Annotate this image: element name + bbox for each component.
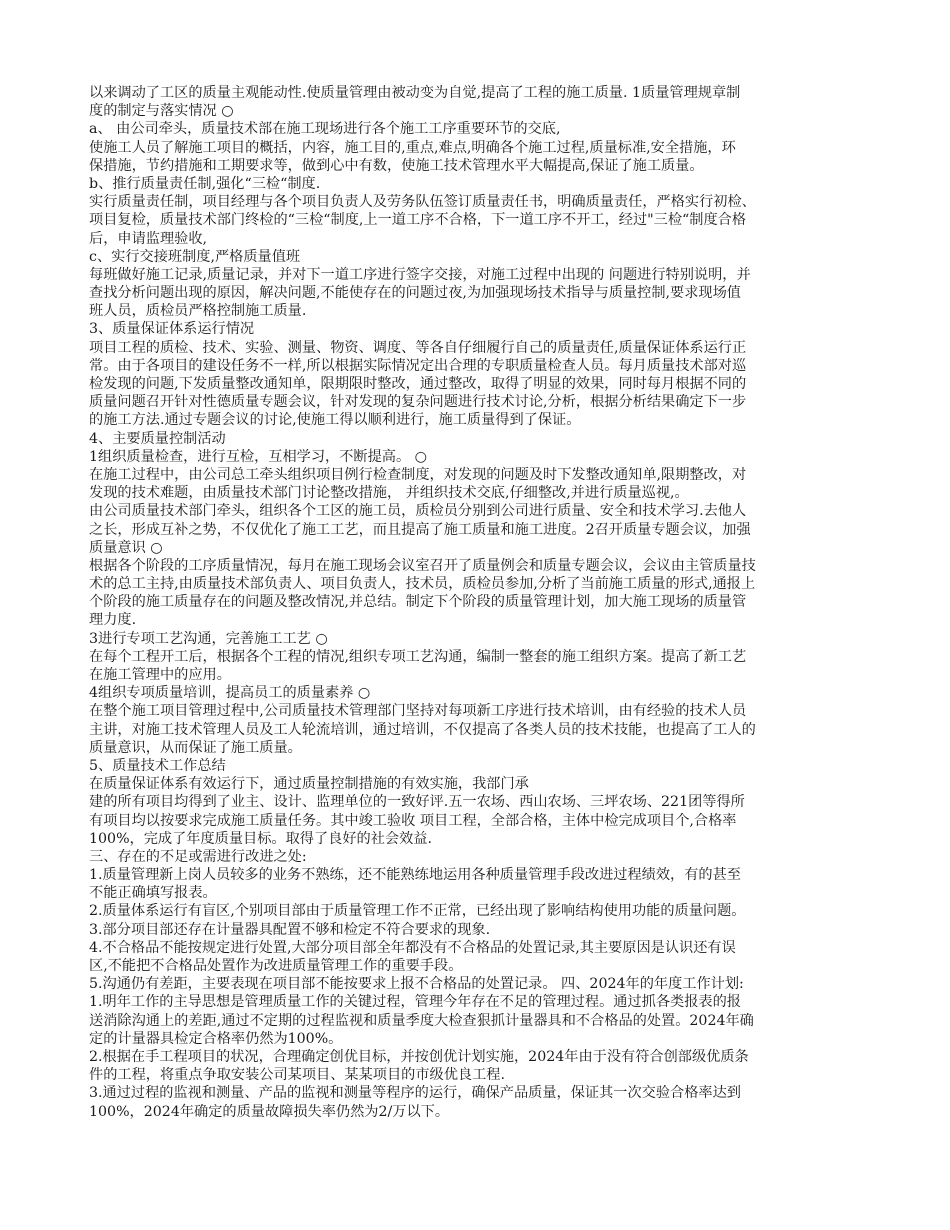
text-line: 度的制定与落实情况 ○ [89,103,234,120]
text-line: 理力度. [89,612,137,629]
text-line: 1组织质量检查，进行互检，互相学习，不断提高。 ○ [89,448,428,465]
text-line: 质量意识 ○ [89,539,163,556]
text-line: 3、质量保证体系运行情况 [89,321,255,338]
text-line: 建的所有项目均得到了业主、设计、监理单位的一致好评.五一农场、西山农场、三坪农场、221团等得所 [89,794,745,811]
text-line: 术的总工主持,由质量技术部负责人、项目负责人，技术员，质检员参加,分析了当前施工质量的形式,通报上 [89,576,756,593]
text-line: 实行质量责任制，项目经理与各个项目负责人及劳务队伍签订质量责任书，明确质量责任，严格实行初检、 [89,194,756,211]
text-line: 4、主要质量控制活动 [89,430,226,447]
text-line: 每班做好施工记录,质量记录，并对下一道工序进行签字交接，对施工过程中出现的 问题进行特别说明，并 [89,266,751,283]
text-line: 质量意识，从而保证了施工质量。 [89,739,302,756]
text-line: 之长，形成互补之势，不仅优化了施工工艺，而且提高了施工质量和施工进度。2召开质量专题会议，加强 [89,521,751,538]
text-line: 使施工人员了解施工项目的概括，内容，施工目的,重点,难点,明确各个施工过程,质量标准,安全措施，环 [89,139,736,156]
text-line: 主讲，对施工技术管理人员及工人轮流培训，通过培训，不仅提高了各类人员的技术技能，也提高了工人的 [89,721,756,738]
text-line: 班人员，质检员严格控制施工质量. [89,303,307,320]
text-line: 在整个施工项目管理过程中,公司质量技术管理部门坚持对每项新工序进行技术培训，由有经验的技术人员 [89,703,747,720]
text-line: 1.明年工作的主导思想是管理质量工作的关键过程，管理今年存在不足的管理过程。通过抓各类报表的报 [89,994,741,1011]
text-line: 在施工过程中，由公司总工牵头组织项目例行检查制度，对发现的问题及时下发整改通知单,限期整改，对 [89,466,747,483]
text-line: 项目复检，质量技术部门终检的“三检“制度,上一道工序不合格，下一道工序不开工，经过"三检“制度合格 [89,212,747,229]
text-line: 100%，2024年确定的质量故障损失率仍然为2/万以下。 [89,1103,450,1120]
text-line: 4组织专项质量培训，提高员工的质量素养 ○ [89,685,371,702]
text-line: a、 由公司牵头，质量技术部在施工现场进行各个施工工序重要环节的交底, [89,121,561,138]
text-line: 在质量保证体系有效运行下，通过质量控制措施的有效实施，我部门承 [89,776,529,793]
text-line: 在每个工程开工后，根据各个工程的情况,组织专项工艺沟通，编制一整套的施工组织方案。提高了新工艺 [89,648,747,665]
text-line: 2.根据在手工程项目的状况，合理确定创优目标，并按创优计划实施，2024年由于没有符合创部级优质条 [89,1048,749,1065]
text-line: 4.不合格品不能按规定进行处置,大部分项目部全年都没有不合格品的处置记录,其主要原因是认识还有误 [89,939,736,956]
text-line: 3.部分项目部还存在计量器具配置不够和检定不符合要求的现象. [89,921,491,938]
text-line: 查找分析问题出现的原因，解决问题,不能使存在的问题过夜,为加强现场技术指导与质量控制,要求现场值 [89,285,741,302]
text-line: 5、质量技术工作总结 [89,757,226,774]
text-line: 在施工管理中的应用。 [89,667,231,683]
text-line: 的施工方法.通过专题会议的讨论,使施工得以顺利进行，施工质量得到了保证。 [89,412,581,429]
text-line: 后，申请监理验收, [89,230,208,247]
text-line: 100%，完成了年度质量目标。取得了良好的社会效益. [89,830,433,847]
text-line: 根据各个阶段的工序质量情况，每月在施工现场会议室召开了质量例会和质量专题会议，会议由主管质量技 [89,557,756,574]
text-line: c、实行交接班制度,严格质量值班 [89,248,301,265]
document-body [89,84,861,1121]
text-line: 2.质量体系运行有盲区,个别项目部由于质量管理工作不正常，已经出现了影响结构使用功能的质量问题。 [89,903,746,920]
text-line: 保措施，节约措施和工期要求等，做到心中有数，使施工技术管理水平大幅提高,保证了施工质量。 [89,157,704,174]
text-line: 送消除沟通上的差距,通过不定期的过程监视和质量季度大检查狠抓计量器具和不合格品的处置。2024年确 [89,1012,754,1029]
text-line: 1.质量管理新上岗人员较多的业务不熟练，还不能熟练地运用各种质量管理手段改进过程绩效，有的甚至 [89,867,741,884]
text-line: b、推行质量责任制,强化“三检“制度. [89,175,321,192]
text-line: 由公司质量技术部门牵头，组织各个工区的施工员，质检员分别到公司进行质量、安全和技术学习.去他人 [89,503,747,520]
text-line: 个阶段的施工质量存在的问题及整改情况,并总结。制定下个阶段的质量管理计划，加大施工现场的质量管 [89,594,747,611]
text-line: 有项目均以按要求完成施工质量任务。其中竣工验收 项目工程，全部合格，主体中检完成项目个,合格率 [89,812,737,829]
text-line: 不能正确填写报表。 [89,885,217,902]
text-line: 件的工程，将重点争取安装公司某项目、某某项目的市级优良工程. [89,1067,505,1084]
text-line: 3进行专项工艺沟通，完善施工工艺 ○ [89,630,328,647]
text-line: 检发现的问题,下发质量整改通知单，限期限时整改，通过整改，取得了明显的效果，同时每月根据不同的 [89,376,747,392]
text-line: 区,不能把不合格品处置作为改进质量管理工作的重要手段。 [89,958,463,974]
text-line: 三、存在的不足或需进行改进之处: [89,848,307,865]
text-line: 发现的技术难题，由质量技术部门讨论整改措施， 并组织技术交底,仔细整改,并进行质量巡视,。 [89,485,689,502]
text-line: 质量问题召开针对性德质量专题会议，针对发现的复杂问题进行技术讨论,分析，根据分析结果确定下一步 [89,394,747,411]
text-line: 定的计量器具检定合格率仍然为100%。 [89,1030,343,1047]
text-line: 3.通过过程的监视和测量、产品的监视和测量等程序的运行，确保产品质量，保证其一次交验合格率达到 [89,1085,741,1102]
text-line: 项目工程的质检、技术、实验、测量、物资、调度、等各自仔细履行自己的质量责任,质量保证体系运行正 [89,339,747,356]
text-line: 以来调动了工区的质量主观能动性.使质量管理由被动变为自觉,提高了工程的施工质量. 1质量管理规章制 [89,85,741,101]
text-line: 常。由于各项目的建设任务不一样,所以根据实际情况定出合理的专职质量检查人员。每月质量技术部对巡 [89,357,747,374]
text-line: 5.沟通仍有差距，主要表现在项目部不能按要求上报不合格品的处置记录。 四、2024年的年度工作计划: [89,976,744,993]
